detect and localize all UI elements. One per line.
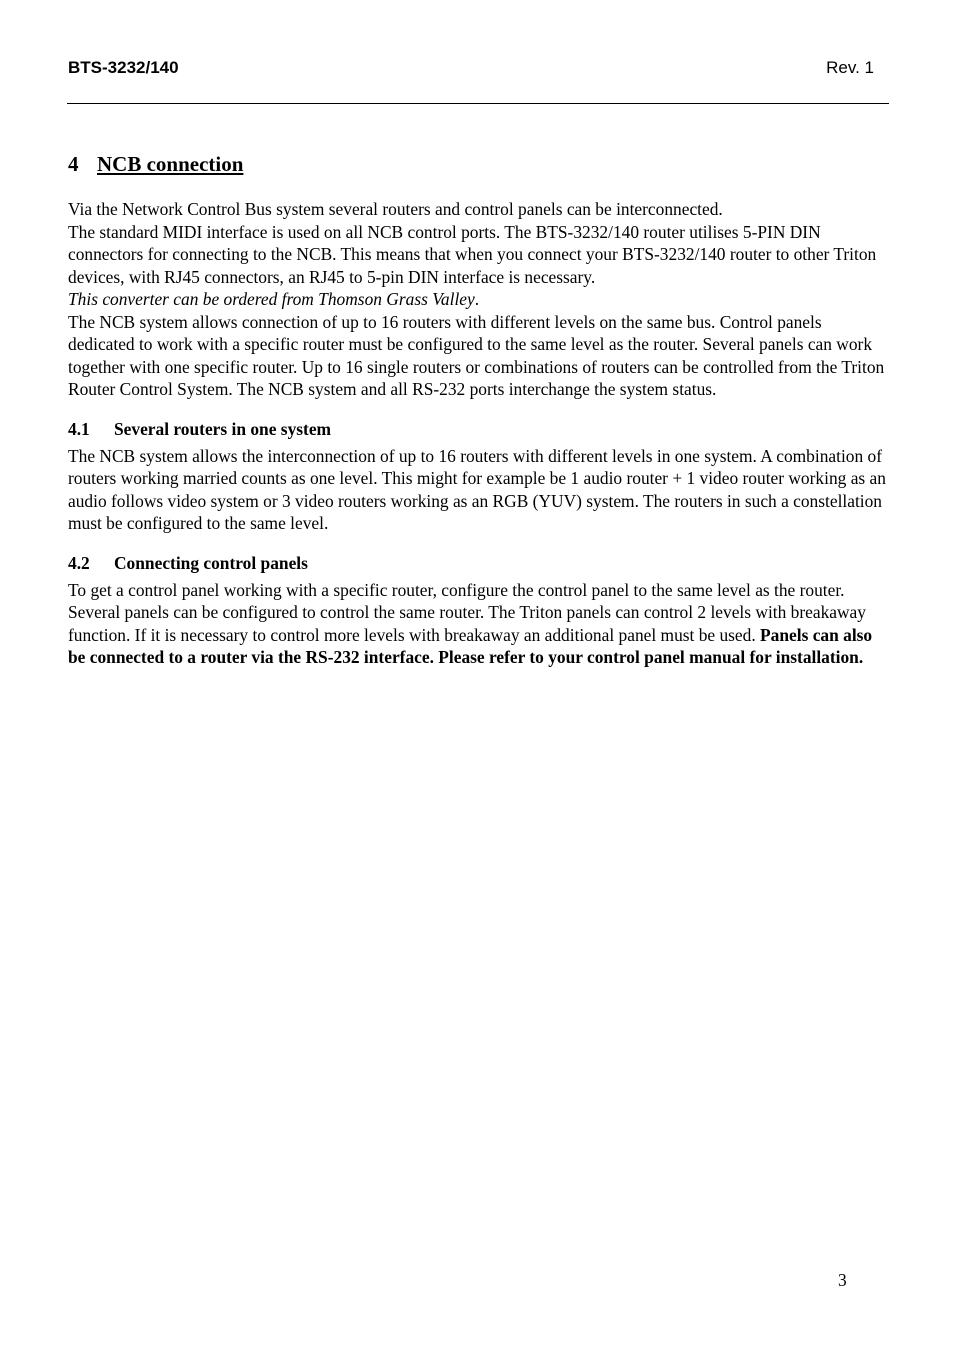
intro-line-1: Via the Network Control Bus system several routers and control panels can be interconnected.: [68, 199, 723, 219]
intro-line-4: The NCB system allows connection of up to 16 routers with different levels on the same bus. Control panels dedicated to work with a specific router must be configured to the same level as the router. Several panels can work together with one specific router. Up to 16 single routers or combinations of routers can be controlled from the Triton Router Control System. The NCB system and all RS-232 ports interchange the system status.: [68, 311, 885, 399]
subsection-title: Several routers in one system: [114, 418, 332, 439]
subsection-body-4-2: [68, 579, 890, 669]
section-heading: [68, 150, 890, 178]
document-id: BTS-3232/140: [68, 58, 179, 77]
page-number: 3: [838, 1270, 847, 1290]
subsection-body-4-1: The NCB system allows the interconnection of up to 16 routers with different levels in one system. A combination of routers working married counts as one level. This might for example be 1 audio router + 1 video router working as an audio follows video system or 3 video routers working as an RGB (YUV) system. The routers in such a constellation must be configured to the same level.: [68, 445, 886, 533]
intro-line-3: [68, 288, 890, 311]
subsection-title: Connecting control panels: [114, 552, 308, 573]
page-header: [68, 58, 874, 82]
subsection-number: 4.2: [68, 552, 90, 573]
subsection-heading-4-1: [68, 418, 890, 440]
intro-paragraph: [68, 198, 890, 401]
subsection-heading-4-2: [68, 552, 890, 574]
header-divider: [67, 103, 889, 104]
revision-label: Rev. 1: [826, 58, 874, 77]
intro-line-2: The standard MIDI interface is used on all NCB control ports. The BTS-3232/140 router utilises 5-PIN DIN connectors for connecting to the NCB. This means that when you connect your BTS-3232/140 router to other Triton devices, with RJ45 connectors, an RJ45 to 5-pin DIN interface is necessary.: [68, 221, 877, 287]
converter-note-period: .: [474, 289, 480, 309]
installation-note: Panels can also be connected to a router via the RS-232 interface. Please refer to your control panel manual for installation.: [68, 624, 873, 667]
converter-note: This converter can be ordered from Thomson Grass Valley: [68, 289, 475, 309]
subsection-body-text: To get a control panel working with a specific router, configure the control panel to the same level as the router. Several panels can be configured to control the same router. The Triton panels can control 2 levels with breakaway function. If it is necessary to control more levels with breakaway an additional panel must be used.: [68, 579, 866, 645]
page-content: [68, 150, 890, 669]
subsection-number: 4.1: [68, 418, 90, 439]
section-number: 4: [68, 152, 79, 176]
section-title: NCB connection: [97, 152, 244, 176]
